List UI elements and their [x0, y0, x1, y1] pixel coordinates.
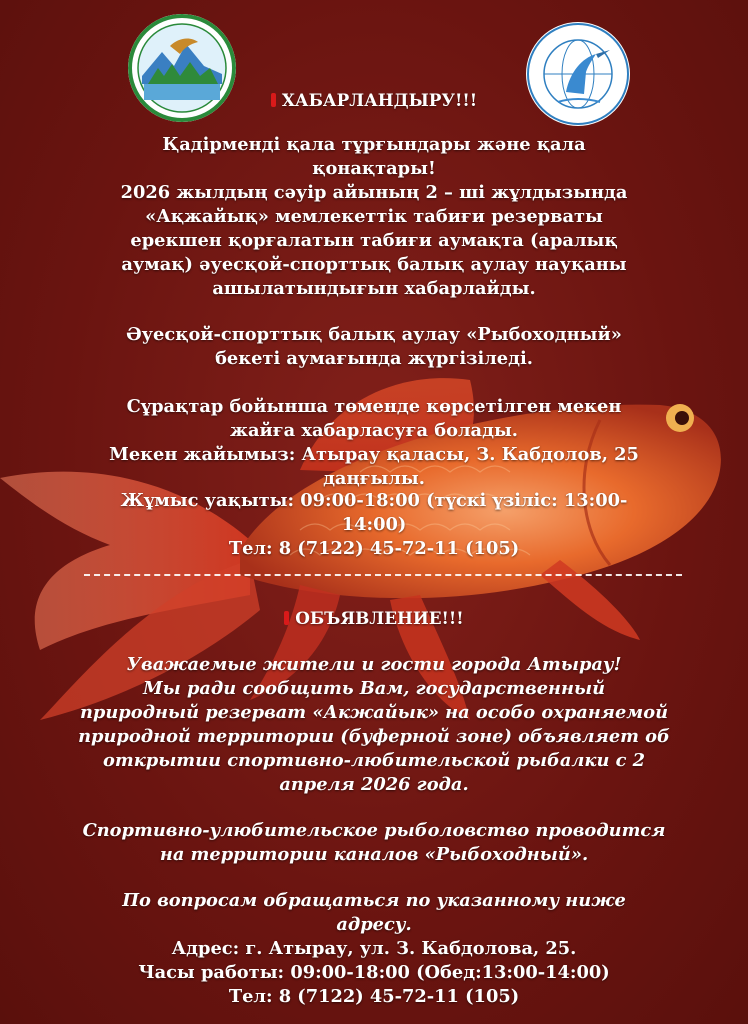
kazakh-text-line: аумақ) әуесқой-спорттық балық аулау науқаны [121, 254, 627, 275]
kazakh-heading: ХАБАРЛАНДЫРУ!!! [0, 90, 748, 110]
russian-address: Адрес: г. Атырау, ул. З. Кабдолова, 25. [171, 938, 577, 959]
kazakh-text-line: Қадірменді қала тұрғындары және қала [162, 134, 586, 155]
exclamation-icon [284, 611, 289, 625]
kazakh-address: даңғылы. [323, 468, 425, 489]
russian-phone: Тел: 8 (7122) 45-72-11 (105) [228, 986, 520, 1007]
russian-text-line: По вопросам обращаться по указанному ниже [122, 890, 626, 911]
russian-text-line: Уважаемые жители и гости города Атырау! [126, 654, 622, 675]
kazakh-text-line: «Ақжайық» мемлекеттік табиғи резерваты [145, 206, 603, 227]
kazakh-text-line: қонақтары! [312, 158, 436, 179]
heron-globe-logo [526, 22, 630, 126]
kazakh-hours: 14:00) [341, 514, 407, 535]
russian-text-line: Спортивно-улюбительское рыболовство проводится [82, 820, 666, 841]
russian-text-line: на территории каналов «Рыбоходный». [159, 844, 589, 865]
russian-heading: ОБЪЯВЛЕНИЕ!!! [0, 608, 748, 628]
kazakh-text-line: ашылатындығын хабарлайды. [212, 278, 536, 299]
russian-text-line: Мы ради сообщить Вам, государственный [142, 678, 606, 699]
kazakh-hours: Жұмыс уақыты: 09:00-18:00 (түскі үзіліс: 13:00- [120, 490, 628, 511]
russian-text-line: природный резерват «Акжайык» на особо охраняемой [79, 702, 669, 723]
russian-text-line: открытии спортивно-любительской рыбалки с 2 [103, 750, 645, 771]
russian-text-line: природной территории (буферной зоне) объявляет об [78, 726, 670, 747]
exclamation-icon [271, 93, 276, 107]
kazakh-text-line: ерекшен қорғалатын табиғи аумақта (аралық [130, 230, 618, 251]
kazakh-address: Мекен жайымыз: Атырау қаласы, З. Кабдолов, 25 [109, 444, 639, 465]
kazakh-text-line: Әуесқой-спорттық балық аулау «Рыбоходный» [126, 324, 622, 345]
russian-text-line: адресу. [336, 914, 412, 935]
kazakh-text-line: Сұрақтар бойынша төменде көрсетілген мекен [126, 396, 622, 417]
kazakh-text-line: 2026 жылдың сәуір айының 2 – ші жұлдызында [120, 182, 628, 203]
russian-hours: Часы работы: 09:00-18:00 (Обед:13:00-14:00) [138, 962, 610, 983]
russian-text-line: апреля 2026 года. [279, 774, 469, 795]
kazakh-phone: Тел: 8 (7122) 45-72-11 (105) [228, 538, 520, 559]
kazakh-text-line: жайға хабарласуға болады. [230, 420, 518, 441]
section-divider [84, 574, 682, 576]
kazakh-text-line: бекеті аумағында жүргізіледі. [215, 348, 533, 369]
